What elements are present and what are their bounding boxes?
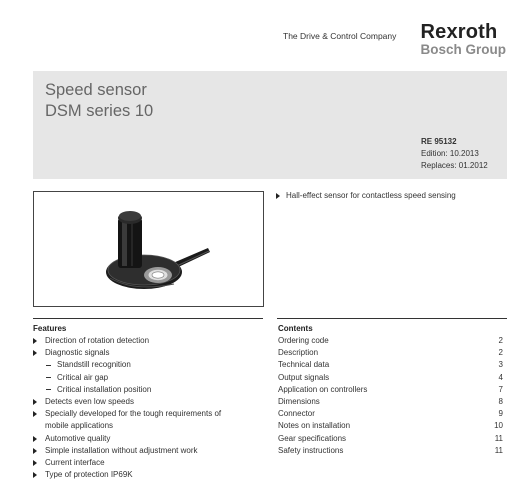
contents-item-label: Dimensions: [278, 397, 320, 407]
feature-text: Detects even low speeds: [45, 397, 134, 407]
contents-item[interactable]: [278, 408, 503, 420]
contents-list: [278, 335, 503, 457]
contents-item-page: 7: [498, 384, 503, 394]
feature-text: mobile applications: [45, 421, 114, 431]
bullet-marker: [33, 433, 45, 445]
contents-item-label: Connector: [278, 409, 315, 419]
bullet-triangle-icon: [33, 436, 37, 442]
feature-text: Simple installation without adjustment work: [45, 445, 198, 455]
features-list: [33, 335, 263, 481]
bullet-marker: [33, 347, 45, 359]
contents-section: [278, 323, 503, 457]
feature-item: [33, 445, 263, 457]
bullet-triangle-icon: [33, 472, 37, 478]
feature-text: Diagnostic signals: [45, 348, 110, 358]
title-panel: [33, 71, 507, 179]
dash-icon: [46, 365, 51, 366]
contents-item-label: Gear specifications: [278, 433, 347, 443]
product-image-frame: [33, 191, 264, 307]
bullet-triangle-icon: [33, 350, 37, 356]
contents-item-page: 9: [498, 409, 503, 419]
bullet-triangle-icon: [33, 399, 37, 405]
bullet-triangle-icon: [33, 460, 37, 466]
feature-item: [33, 384, 263, 396]
contents-heading: Contents: [278, 324, 313, 333]
feature-text: Standstill recognition: [57, 360, 131, 370]
contents-divider: [277, 318, 507, 319]
document-title: Speed sensor: [45, 81, 147, 99]
feature-item: [33, 347, 263, 359]
feature-text: Specially developed for the tough requirements of: [45, 409, 222, 419]
bullet-marker: [33, 469, 45, 481]
feature-item: [33, 396, 263, 408]
feature-text: Critical air gap: [57, 372, 109, 382]
highlight-list: [276, 191, 456, 200]
bullet-triangle-icon: [33, 448, 37, 454]
bullet-marker: [33, 335, 45, 347]
dash-icon: [46, 389, 51, 390]
bullet-marker: [33, 396, 45, 408]
edition-text: Edition: 10.2013: [421, 149, 479, 158]
bullet-marker: [33, 457, 45, 469]
feature-text: Direction of rotation detection: [45, 336, 150, 345]
feature-text: Automotive quality: [45, 433, 111, 443]
bullet-marker: [33, 408, 45, 420]
contents-item[interactable]: [278, 347, 503, 359]
features-section: [33, 323, 263, 481]
speed-sensor-image: [34, 192, 263, 306]
contents-item[interactable]: [278, 420, 503, 432]
contents-item-page: 8: [498, 397, 503, 407]
document-subtitle: DSM series 10: [45, 102, 154, 120]
feature-item: [33, 372, 263, 384]
feature-item: [33, 433, 263, 445]
rexroth-logo: [420, 22, 506, 57]
sub-bullet-marker: [33, 372, 57, 384]
contents-item-label: Output signals: [278, 372, 330, 382]
highlight-item: [276, 191, 456, 200]
contents-item[interactable]: [278, 445, 503, 457]
sub-bullet-marker: [33, 384, 57, 396]
contents-item[interactable]: [278, 396, 503, 408]
feature-item: [33, 359, 263, 371]
feature-text: Critical installation position: [57, 384, 152, 394]
logo-main-text: Rexroth: [420, 21, 498, 43]
re-number: RE 95132: [421, 137, 457, 146]
features-divider: [33, 318, 263, 319]
dash-icon: [46, 377, 51, 378]
logo-sub-text: Bosch Group: [420, 42, 506, 57]
contents-item-label: Notes on installation: [278, 421, 351, 431]
feature-item: [33, 420, 263, 432]
contents-item[interactable]: [278, 335, 503, 347]
bullet-triangle-icon: [33, 338, 37, 344]
bullet-marker: [33, 445, 45, 457]
replaces-text: Replaces: 01.2012: [421, 161, 488, 170]
contents-item[interactable]: [278, 359, 503, 371]
highlight-text: Hall-effect sensor for contactless speed sensing: [286, 191, 456, 200]
feature-text: Current interface: [45, 458, 105, 468]
contents-item-label: Application on controllers: [278, 384, 368, 394]
sub-bullet-marker: [33, 359, 57, 371]
contents-item[interactable]: [278, 433, 503, 445]
contents-item-label: Technical data: [278, 360, 330, 370]
feature-item: [33, 457, 263, 469]
feature-text: Type of protection IP69K: [45, 470, 133, 480]
feature-item: [33, 469, 263, 481]
document-meta: [421, 136, 488, 172]
bullet-triangle-icon: [33, 411, 37, 417]
bullet-triangle-icon: [276, 193, 280, 199]
continuation-indent: [33, 420, 45, 432]
feature-item: [33, 408, 263, 420]
contents-item-page: 3: [498, 360, 503, 370]
contents-item-label: Ordering code: [278, 336, 329, 345]
contents-item-page: 11: [494, 433, 503, 443]
contents-item-page: 2: [498, 348, 503, 358]
contents-item[interactable]: [278, 372, 503, 384]
contents-item-page: 4: [498, 372, 503, 382]
contents-item-page: 11: [494, 445, 503, 455]
contents-item[interactable]: [278, 384, 503, 396]
company-tagline: The Drive & Control Company: [283, 31, 397, 41]
contents-item-label: Description: [278, 348, 319, 358]
feature-item: [33, 335, 263, 347]
contents-item-page: 2: [498, 336, 503, 345]
contents-item-page: 10: [494, 421, 503, 431]
features-heading: Features: [33, 324, 67, 333]
contents-item-label: Safety instructions: [278, 445, 344, 455]
